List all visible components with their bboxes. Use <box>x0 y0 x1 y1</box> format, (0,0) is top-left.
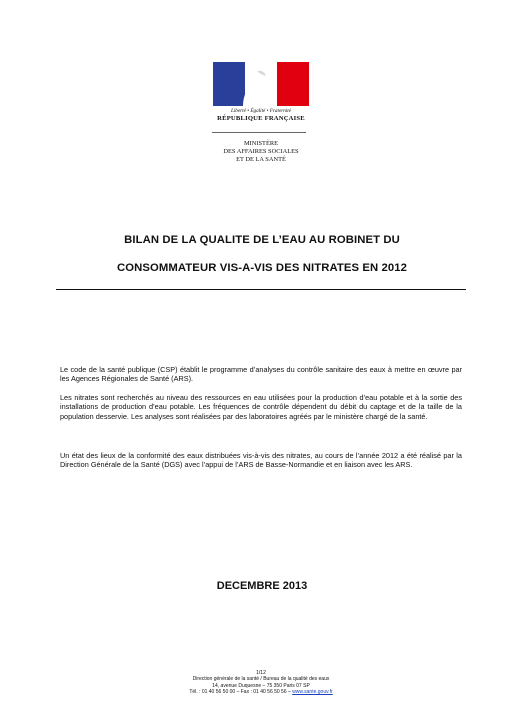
logo-divider <box>212 132 306 133</box>
document-title-line-2: CONSOMMATEUR VIS-A-VIS DES NITRATES EN 2012 <box>116 262 408 274</box>
website-link[interactable]: www.sante.gouv.fr <box>292 689 333 696</box>
ministry-line: ET DE LA SANTÉ <box>236 156 286 163</box>
title-divider <box>56 289 466 290</box>
body-paragraph: Le code de la santé publique (CSP) établit le programme d’analyses du contrôle sanitaire des eaux à mettre en œuvre par les Agences Régionales de Santé (ARS). <box>60 365 462 384</box>
footer-contact <box>100 689 422 695</box>
footer-line: Direction générale de la santé / Bureau de la qualité des eaux <box>192 676 330 683</box>
body-paragraph: Les nitrates sont recherchés au niveau des ressources en eau utilisées pour la production d’eau potable et à la sortie des installations de production d’eau potable. Les fréquences de contrôle dépendent du débit du captage et de la taille de la population desservie. Les analyses sont réalisées par des laboratoires agréés par le ministère chargé de la santé. <box>60 393 462 421</box>
document-title-line-1: BILAN DE LA QUALITE DE L’EAU AU ROBINET DU <box>124 234 400 246</box>
footer-address: 14, avenue Duquesne – 75 350 Paris 07 SP <box>212 682 310 689</box>
ministry-name <box>206 140 316 164</box>
page-number: 1/12 <box>256 670 266 676</box>
footer-phone-fax: Tél. : 01 40 56 50 00 – Fax : 01 40 56 50 56 – <box>189 689 293 696</box>
body-paragraph: Un état des lieux de la conformité des eaux distribuées vis-à-vis des nitrates, au cours de l’année 2012 a été réalisé par la Direction Générale de la Santé (DGS) avec l’appui de l’ARS de Basse-Normandie et en liaison avec les ARS. <box>60 451 462 470</box>
republic-motto: Liberté • Égalité • Fraternité <box>230 108 292 114</box>
ministry-line: DES AFFAIRES SOCIALES <box>223 148 299 155</box>
ministry-line: MINISTÈRE <box>243 140 279 147</box>
marianne-flag-logo <box>213 62 309 106</box>
republic-name: RÉPUBLIQUE FRANÇAISE <box>217 115 305 122</box>
government-logo <box>212 62 310 122</box>
publication-date: DECEMBRE 2013 <box>216 580 308 592</box>
page-footer <box>100 670 422 696</box>
